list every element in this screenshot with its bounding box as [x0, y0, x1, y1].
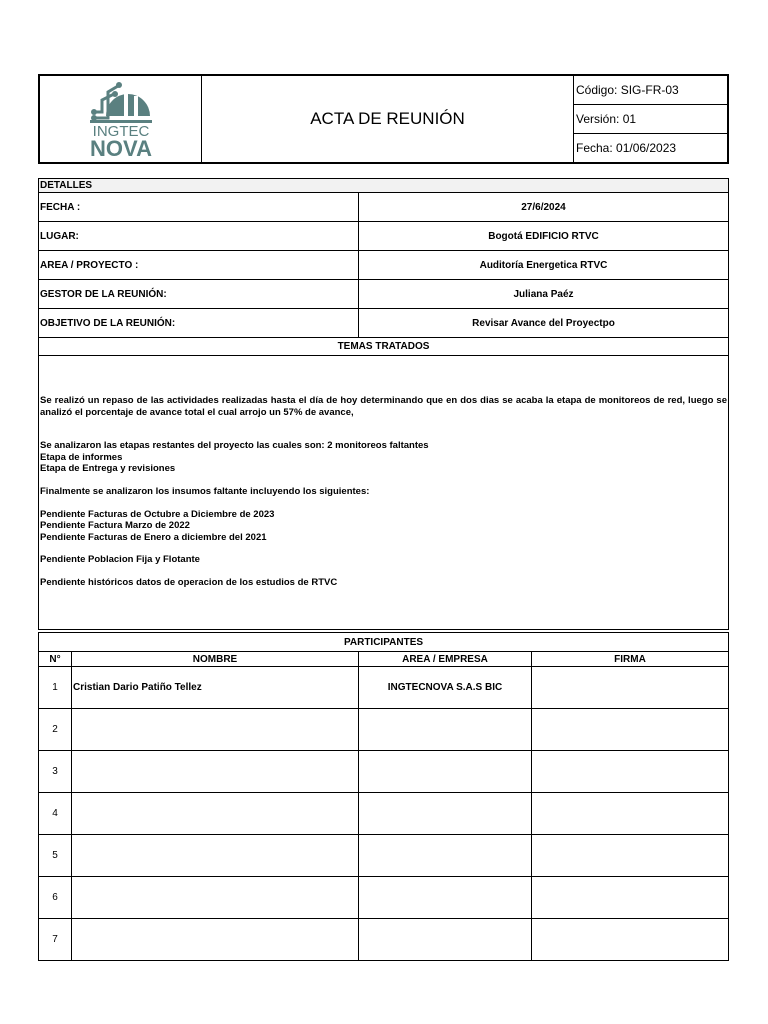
- lugar-label: LUGAR:: [39, 222, 359, 251]
- temas-line: Pendiente Facturas de Octubre a Diciembre de 2023: [40, 508, 275, 520]
- participant-signature: [532, 835, 729, 877]
- temas-line: Etapa de Entrega y revisiones: [40, 463, 176, 475]
- participant-signature: [532, 877, 729, 919]
- participant-name: [72, 751, 359, 793]
- table-row: [39, 751, 729, 793]
- table-row: [39, 667, 729, 709]
- gestor-label: GESTOR DE LA REUNIÓN:: [39, 280, 359, 309]
- participant-area: [359, 835, 532, 877]
- version-field: Versión: 01: [574, 105, 729, 134]
- participant-area: [359, 709, 532, 751]
- document-header: [38, 74, 729, 164]
- fecha-label: FECHA :: [39, 193, 359, 222]
- table-row: [39, 835, 729, 877]
- temas-line: Pendiente Factura Marzo de 2022: [40, 520, 190, 532]
- row-number: 5: [39, 835, 72, 877]
- table-row: [39, 793, 729, 835]
- area-proyecto-label: AREA / PROYECTO :: [39, 251, 359, 280]
- col-header-nombre: NOMBRE: [72, 652, 359, 667]
- participant-name: [72, 793, 359, 835]
- participant-signature: [532, 667, 729, 709]
- lugar-value: Bogotá EDIFICIO RTVC: [359, 222, 729, 251]
- temas-line: Pendiente Poblacion Fija y Flotante: [40, 554, 200, 566]
- participant-name: [72, 919, 359, 961]
- logo-cell: [39, 75, 202, 163]
- row-number: 1: [39, 667, 72, 709]
- col-header-numero: N°: [39, 652, 72, 667]
- participant-area: [359, 877, 532, 919]
- fecha-value: 27/6/2024: [359, 193, 729, 222]
- participant-area: [359, 793, 532, 835]
- temas-line: Pendiente históricos datos de operacion de los estudios de RTVC: [40, 576, 338, 588]
- table-row: [39, 919, 729, 961]
- participant-area: [359, 919, 532, 961]
- row-number: 7: [39, 919, 72, 961]
- participant-area: INGTECNOVA S.A.S BIC: [359, 667, 532, 709]
- table-row: [39, 877, 729, 919]
- participants-section-label: PARTICIPANTES: [39, 633, 729, 652]
- temas-content: [39, 356, 729, 630]
- gestor-value: Juliana Paéz: [359, 280, 729, 309]
- objetivo-value: Revisar Avance del Proyectpo: [359, 309, 729, 338]
- logo-text-top: INGTEC: [92, 122, 149, 140]
- temas-section-label: TEMAS TRATADOS: [39, 338, 729, 356]
- temas-line: Finalmente se analizaron los insumos faltante incluyendo los siguientes:: [40, 485, 370, 497]
- document-title: ACTA DE REUNIÓN: [202, 75, 574, 163]
- col-header-firma: FIRMA: [532, 652, 729, 667]
- area-proyecto-value: Auditoría Energetica RTVC: [359, 251, 729, 280]
- participants-table: [38, 632, 729, 961]
- objetivo-label: OBJETIVO DE LA REUNIÓN:: [39, 309, 359, 338]
- participant-name: Cristian Dario Patiño Tellez: [72, 667, 359, 709]
- row-number: 6: [39, 877, 72, 919]
- company-logo: [86, 78, 156, 158]
- participant-signature: [532, 751, 729, 793]
- temas-paragraph: Se realizó un repaso de las actividades realizadas hasta el día de hoy determinando que en dos dias se acaba la etapa de monitoreos de red, luego se analizó el porcentaje de avance total el cual arrojo un 57% de avance,: [40, 395, 727, 418]
- codigo-field: Código: SIG-FR-03: [574, 75, 729, 105]
- participant-signature: [532, 793, 729, 835]
- temas-line: Etapa de informes: [40, 451, 123, 463]
- participant-name: [72, 709, 359, 751]
- row-number: 3: [39, 751, 72, 793]
- participant-area: [359, 751, 532, 793]
- fecha-field: Fecha: 01/06/2023: [574, 134, 729, 164]
- participant-name: [72, 877, 359, 919]
- logo-text-bottom: NOVA: [89, 135, 152, 158]
- details-table: [38, 178, 729, 630]
- details-section-label: DETALLES: [39, 179, 729, 193]
- col-header-area: AREA / EMPRESA: [359, 652, 532, 667]
- participant-signature: [532, 919, 729, 961]
- table-row: [39, 709, 729, 751]
- row-number: 4: [39, 793, 72, 835]
- participant-signature: [532, 709, 729, 751]
- participant-name: [72, 835, 359, 877]
- temas-line: Pendiente Facturas de Enero a diciembre del 2021: [40, 531, 267, 543]
- temas-line: Se analizaron las etapas restantes del proyecto las cuales son: 2 monitoreos faltantes: [40, 440, 429, 452]
- row-number: 2: [39, 709, 72, 751]
